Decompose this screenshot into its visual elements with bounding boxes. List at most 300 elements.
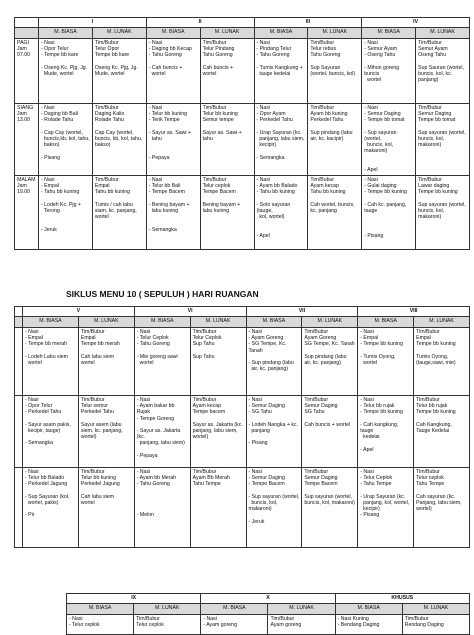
menu-item: Sup pindang (labu — [304, 353, 347, 360]
menu-item: Cah buncis + — [202, 64, 234, 71]
menu-item: panjang — [248, 428, 270, 435]
menu-item: Tim/Bubur — [94, 40, 119, 46]
menu-item: - Nasi — [148, 177, 163, 183]
menu-item: - Tempe bb tomat — [364, 117, 405, 124]
day-header: III — [254, 18, 362, 28]
menu-cell — [362, 104, 416, 176]
menu-item: Perkedel Tahu — [310, 117, 344, 124]
menu-cell — [146, 104, 200, 176]
menu-item: wortel — [148, 71, 166, 78]
menu-item: wortel) — [80, 434, 97, 441]
diet-header: M. LUNAK — [92, 28, 146, 39]
menu-item — [193, 440, 244, 446]
menu-item: - Urap Sayuran (kc. — [256, 129, 302, 136]
menu-item: - Tahu Goreng — [136, 481, 170, 488]
menu-item: - Telur bb kuning — [148, 111, 188, 118]
menu-item: Tahu bb kuning — [94, 189, 131, 196]
menu-item: kecipir) — [360, 506, 380, 513]
menu-item: - Oseng Kc. Pjg, Jg. — [41, 64, 88, 71]
menu-item — [304, 512, 355, 518]
menu-item: wortel — [202, 71, 217, 78]
menu-cell — [200, 176, 254, 250]
meal-time-text: SIANG — [17, 105, 34, 111]
menu-item: - Perkedel Tahu — [25, 409, 62, 416]
menu-item: air, kc. kacipir) — [310, 136, 344, 143]
corner-cell — [15, 307, 23, 317]
menu-item: Cah labu siem — [80, 353, 115, 360]
menu-cell — [146, 176, 200, 250]
menu-item: - Nasi — [136, 397, 151, 403]
menu-item: buncis, kol, makaroni) — [418, 136, 446, 149]
menu-item: Telur Ceplok — [192, 335, 222, 342]
menu-item: - Empal — [41, 183, 59, 190]
menu-item: - Tumis Oyong, — [360, 353, 396, 360]
menu-item: - Lodeh Kc. Pjg + — [41, 201, 81, 208]
menu-item: Sup Sauran (wortel, — [418, 64, 464, 71]
menu-item: Telur ceplok — [202, 183, 231, 190]
menu-item: Semur Ayam — [418, 46, 448, 53]
menu-item: - Nasi — [148, 105, 163, 111]
menu-item: wortel) — [192, 434, 209, 441]
menu-item: SG Tempe, Kc. Tanah — [304, 341, 355, 348]
menu-item: - Sayur as. Sawi + — [148, 129, 191, 136]
menu-item: - Tempe bb kuning — [360, 341, 403, 348]
menu-item: - Tempe Bacem — [148, 189, 185, 196]
menu-item: Telur bb kuning — [202, 111, 238, 118]
menu-item: - Tempe bb kuning — [360, 409, 403, 416]
diet-header: M. BIASA — [358, 317, 414, 328]
menu-item: - Tempe Bacem — [248, 481, 285, 488]
day-header: VI — [134, 307, 246, 317]
menu-cell — [39, 104, 93, 176]
menu-cell — [78, 328, 134, 396]
menu-item: - Nasi — [256, 177, 271, 183]
menu-item — [95, 155, 144, 161]
day-header: VII — [246, 307, 358, 317]
menu-item: - Nasi Kuning — [337, 616, 369, 622]
meal-time-text: MALAM — [17, 177, 36, 183]
menu-item: - Ayam bb Merah — [136, 475, 177, 482]
menu-item: - Pepaya — [148, 154, 170, 161]
menu-item: - Pindang Telur — [256, 46, 292, 53]
menu-item: Tempe bb merah — [80, 341, 120, 348]
meal-time-label — [15, 396, 23, 468]
corner-cell — [15, 18, 39, 28]
diet-header: M. LUNAK — [134, 604, 201, 615]
menu-item: - Empal — [25, 335, 43, 342]
menu-cell — [78, 396, 134, 468]
menu-item: - Semur Ayam — [364, 46, 398, 53]
menu-cell — [414, 468, 470, 548]
menu-item: - Pisang — [360, 512, 380, 519]
meal-time-label — [15, 39, 39, 104]
menu-item: - Pisang — [41, 154, 61, 161]
menu-item: - Sup pindang (labu — [248, 360, 294, 367]
menu-item: Tempe bb kuning — [418, 189, 458, 196]
menu-item: Tim/Bubur — [304, 329, 329, 335]
menu-item: wortel — [94, 214, 109, 221]
menu-item: - Jeruk — [41, 226, 57, 233]
menu-item: buncis, kol, makaroni) — [364, 142, 395, 155]
meal-time-text: Jam 19.00 — [17, 183, 30, 196]
menu-item: Tim/Bubur — [80, 469, 105, 475]
menu-item — [203, 227, 252, 233]
menu-item — [81, 440, 132, 446]
menu-item: Sup sayuran (wortel, — [418, 201, 466, 208]
meal-row — [15, 328, 470, 396]
menu-item: labu kuning — [148, 208, 179, 215]
menu-item: Tim/Bubur — [202, 40, 227, 46]
menu-item: - Nasi — [364, 40, 378, 46]
menu-cell — [92, 39, 146, 104]
diet-header: M. BIASA — [254, 28, 308, 39]
menu-item: Tim/Bubur — [270, 616, 295, 622]
menu-cell — [23, 328, 79, 396]
menu-item: Tim/Bubur — [416, 397, 440, 403]
menu-item — [193, 360, 244, 366]
menu-cell — [23, 468, 79, 548]
menu-item: - Semangka — [25, 440, 53, 447]
menu-item: - Perkedel Tahu — [256, 117, 293, 124]
meal-time-label — [15, 104, 39, 176]
menu-item: - Terik Tempe — [148, 117, 180, 124]
menu-item: - Tempe bb kuning — [364, 189, 407, 196]
menu-item: Tim/Bubur — [202, 177, 227, 183]
menu-item: Tempe bb tomat — [418, 117, 456, 124]
menu-item: Telur bb kuning — [80, 475, 117, 482]
menu-item: buncis, kol, kc. panjang) — [418, 71, 454, 84]
menu-item — [310, 155, 359, 161]
menu-item: - Perkedel Jagung — [25, 481, 68, 488]
menu-item: - Nasi — [256, 40, 271, 46]
meal-row — [15, 396, 470, 468]
menu-item: - Cap Cay (wortel, — [41, 129, 83, 136]
menu-item: Ayam kecap — [310, 183, 339, 190]
menu-item — [416, 440, 467, 446]
menu-item: - Cah kc. panjang, tauge — [364, 201, 408, 215]
menu-item — [193, 512, 244, 518]
menu-item: panjang, labu siem) — [136, 440, 185, 447]
menu-item: Telur Opor — [94, 46, 120, 53]
menu-item: Telur semur — [80, 403, 108, 410]
menu-item: - Nasi — [360, 469, 374, 475]
menu-item: Cah wortel, buncis, — [310, 201, 355, 208]
menu-item: kecipir, tauge) — [25, 428, 61, 435]
menu-cell — [134, 468, 190, 548]
diet-header-row — [67, 604, 470, 615]
menu-item: - Oseng Tahu — [364, 52, 396, 59]
menu-item: Sup Sayuran — [310, 64, 341, 71]
menu-item: - Nasi — [360, 397, 374, 403]
corner-cell — [15, 28, 39, 39]
menu-item: Tim/Bubur — [202, 105, 227, 111]
diet-header: M. BIASA — [134, 317, 190, 328]
menu-item: bakso) — [41, 142, 60, 149]
menu-item: - Nasi — [136, 329, 151, 335]
menu-item: kedelai — [360, 434, 380, 441]
menu-item: Tim/Bubur — [310, 177, 335, 183]
menu-item: Tahu Goreng — [310, 52, 341, 59]
menu-item: Sayur as. Sawi + — [202, 129, 242, 136]
menu-item: - Tahu Goreng — [256, 52, 290, 59]
menu-item: Tempe bacem — [192, 409, 226, 416]
menu-item: wortel — [80, 500, 95, 507]
menu-item: Terong — [41, 208, 60, 215]
day-header: X — [201, 594, 335, 604]
diet-header: M. LUNAK — [308, 28, 362, 39]
menu-item: - Mie goreng sawi — [136, 353, 178, 360]
menu-item: kol, wortel) — [256, 214, 285, 221]
menu-item: Sup sayuran (wortel, — [418, 129, 466, 136]
menu-cell — [302, 328, 358, 396]
menu-cell — [362, 39, 416, 104]
menu-cell — [302, 396, 358, 468]
diet-header: M. BIASA — [67, 604, 134, 615]
menu-cell — [92, 176, 146, 250]
menu-item: - Telur bb Bali — [148, 183, 181, 190]
menu-item: Sup pindang (labu — [310, 129, 353, 136]
menu-cell — [23, 396, 79, 468]
menu-item: Empal — [416, 335, 431, 342]
menu-item: - Pisang — [364, 232, 384, 239]
menu-cell — [308, 39, 362, 104]
menu-item: Tahu Tempe — [416, 481, 445, 488]
diet-header: M. LUNAK — [416, 28, 470, 39]
menu-item: Tauge Kedelai — [416, 428, 450, 435]
diet-header: M. BIASA — [39, 28, 93, 39]
menu-item: - Cah kangkung, tauge — [360, 421, 400, 435]
menu-item — [81, 512, 132, 518]
menu-item: - Telur bb Balado — [25, 475, 65, 482]
menu-item: - Semangka — [148, 226, 177, 233]
menu-item: - Nasi — [69, 616, 83, 622]
menu-item: Tim/Bubur — [310, 105, 335, 111]
menu-item: bakso) — [94, 142, 111, 149]
menu-item: - Telur ceplok — [69, 622, 100, 629]
menu-item: - Lodeh Nangka + kc. — [248, 421, 298, 428]
diet-header: M. LUNAK — [268, 604, 335, 615]
menu-item: - Urap Sayuran (kc. — [360, 493, 406, 500]
menu-cell — [134, 396, 190, 468]
menu-item: - Melon — [136, 512, 155, 519]
menu-item: Semur Daging — [418, 111, 452, 118]
menu-item: Cah sayuran (kc. — [416, 493, 456, 500]
diet-header-row — [15, 317, 470, 328]
menu-cell — [416, 104, 470, 176]
day-header: I — [39, 18, 147, 28]
menu-item: Rendang Daging — [404, 622, 444, 629]
menu-item: - Gulai daging — [364, 183, 397, 190]
meal-row — [15, 39, 470, 104]
menu-item: Semur tempe — [202, 117, 234, 124]
menu-item — [304, 440, 355, 446]
menu-item: Tim/Bubur — [80, 397, 105, 403]
meal-time-label — [15, 328, 23, 396]
menu-item: Tim/Bubur — [192, 397, 217, 403]
menu-item: - Ayam goreng — [203, 622, 237, 629]
menu-item: - Pir — [25, 512, 35, 519]
menu-item: Tim/Bubur — [418, 177, 442, 183]
day-header-row — [15, 307, 470, 317]
menu-item: - Nasi — [364, 177, 378, 183]
menu-cell — [200, 104, 254, 176]
meal-row — [15, 104, 470, 176]
menu-item: - Sup sayuran (wortel, — [248, 493, 300, 500]
menu-item: - Sayur asam pakis, — [25, 421, 71, 428]
menu-item: (tauge,sawi, mie) — [416, 360, 456, 367]
menu-cell — [190, 396, 246, 468]
menu-item: Tahu bb kuning — [310, 189, 346, 196]
menu-item: kc. panjang — [310, 208, 337, 215]
menu-item: buncis, kb, kol, tahu, — [94, 136, 143, 143]
menu-cell — [416, 39, 470, 104]
menu-item: Tempe bb kuning — [416, 409, 456, 416]
menu-item: - Rolade Tahu — [41, 117, 74, 124]
menu-cell — [254, 176, 308, 250]
menu-item: - Nasi — [41, 105, 55, 111]
diet-header: M. LUNAK — [402, 604, 469, 615]
menu-item: - Tahu bb kuning — [256, 189, 295, 196]
menu-item: Semur Daging — [304, 475, 338, 482]
menu-item: Tim/Bubur — [304, 397, 329, 403]
menu-item: (wortel, buncis, kol) — [310, 71, 356, 78]
menu-cell — [414, 328, 470, 396]
menu-item: Tim/Bubur — [310, 40, 335, 46]
menu-item: - Pepaya — [136, 452, 158, 459]
menu-item: Ayam kecap — [192, 403, 222, 410]
menu-item: Tim/Bubur — [304, 469, 329, 475]
meal-row — [15, 176, 470, 250]
menu-item: panjang, kol, wortel, — [360, 500, 410, 507]
diet-header-row — [15, 28, 470, 39]
menu-item: Empal — [94, 183, 110, 190]
menu-item: Perkedel Tahu — [80, 409, 114, 416]
day-header: V — [23, 307, 135, 317]
diet-header: M. LUNAK — [78, 317, 134, 328]
menu-item — [418, 233, 467, 239]
meal-time-label — [15, 468, 23, 548]
menu-item: - Nasi — [25, 469, 39, 475]
menu-cell — [254, 39, 308, 104]
menu-item: Tim/Bubur — [416, 469, 440, 475]
menu-item: - Nasi — [203, 616, 217, 622]
menu-item: - Ayam bakar bb Rujak — [136, 403, 176, 416]
menu-item: wortel — [136, 360, 154, 367]
menu-item: - Cah buncis + — [148, 64, 183, 71]
menu-item: Perkedel Jagung — [80, 481, 120, 488]
menu-item: tauge kedelai — [256, 71, 291, 78]
menu-item: buncis, kol, makaroni) — [418, 208, 446, 221]
menu-item: - Nasi — [248, 397, 263, 403]
diet-header: M. BIASA — [23, 317, 79, 328]
menu-item: Tim/Bubur — [94, 177, 119, 183]
menu-item: - Ayam Goreng — [248, 335, 284, 342]
menu-item: Tempe Bacem — [202, 189, 236, 196]
menu-item: Tumis / cah labu — [94, 201, 133, 208]
menu-item: - Nasi — [41, 177, 55, 183]
menu-item: Tim/Bubur — [416, 329, 440, 335]
menu-item: wortel — [364, 77, 381, 84]
menu-item: air, kc. panjang) — [248, 366, 289, 373]
menu-item: Telur Pindang — [202, 46, 235, 53]
menu-item: - Apel — [256, 232, 270, 239]
menu-item: - Bendang Daging — [337, 622, 380, 629]
menu-table-days-5-8 — [14, 306, 470, 548]
diet-header: M. BIASA — [362, 28, 416, 39]
menu-item: - Nasi — [136, 469, 151, 475]
menu-item: - Ayam bb Balado — [256, 183, 298, 190]
menu-cell — [200, 39, 254, 104]
menu-item: buncis, kol, makaroni) — [248, 500, 279, 513]
menu-table-days-1-4 — [14, 17, 470, 250]
menu-cell — [39, 176, 93, 250]
diet-header: M. BIASA — [146, 28, 200, 39]
menu-item: Ayam Bb Merah — [192, 475, 230, 482]
menu-item: kecipir) — [256, 142, 277, 149]
menu-item: Cah buncis + wortel — [304, 421, 351, 428]
menu-item: Oseng Kc. Pjg, Jg. — [94, 64, 138, 71]
menu-item: Sup sayuran (wortel, — [304, 493, 352, 500]
menu-item: - Daging bb Kecap — [148, 46, 192, 53]
menu-cell — [78, 468, 134, 548]
menu-item: - Nasi — [256, 105, 271, 111]
menu-cell — [92, 104, 146, 176]
menu-item: - Nasi — [41, 40, 55, 46]
menu-cell — [246, 468, 302, 548]
meal-time-label — [15, 176, 39, 250]
menu-item: wortel — [360, 360, 377, 367]
menu-item: - Opor Ayam — [256, 111, 286, 118]
menu-item: Panjang, labu siem, — [416, 500, 462, 507]
menu-item: Sayur as. Jakarta (kc. — [192, 421, 243, 428]
diet-header: M. BIASA — [335, 604, 402, 615]
menu-cell — [246, 396, 302, 468]
menu-cell — [190, 328, 246, 396]
menu-item: - Opor Telur — [41, 46, 69, 53]
menu-item: - Sup Sayuran (kol, — [25, 493, 70, 500]
menu-item: - Tahu Goreng — [148, 52, 182, 59]
menu-item: Empal — [80, 335, 96, 342]
menu-item: - Telur Ceplok — [360, 475, 393, 482]
menu-cell — [308, 176, 362, 250]
menu-item: - SG Tempe, Kc. Tanah — [248, 341, 288, 354]
menu-item: - Nasi — [360, 329, 374, 335]
menu-item: - Apel — [360, 446, 374, 453]
menu-item: - Daging bb Bali — [41, 111, 78, 118]
menu-item: - Semur Daging — [248, 475, 285, 482]
menu-item: Semur Daging — [304, 403, 338, 410]
menu-item: Tempe bb kuning — [416, 341, 456, 348]
diet-header: M. LUNAK — [190, 317, 246, 328]
menu-item: - Semur Daging — [248, 403, 285, 410]
menu-item — [418, 161, 467, 167]
menu-item: - Empal — [360, 335, 379, 342]
diet-header: M. LUNAK — [302, 317, 358, 328]
menu-item: Ayam goreng — [270, 622, 302, 629]
menu-cell — [246, 328, 302, 396]
menu-cell — [358, 396, 414, 468]
menu-item: Mude, wortel — [41, 71, 74, 78]
menu-cell — [134, 328, 190, 396]
day-header: KHUSUS — [335, 594, 469, 604]
day-header-row — [67, 594, 470, 604]
menu-item: Telur ceplok — [416, 475, 444, 482]
menu-item: Oseng Tahu — [418, 52, 447, 59]
menu-item: Lawar daging — [418, 183, 450, 190]
menu-cell — [358, 328, 414, 396]
corner-cell — [15, 317, 23, 328]
menu-item: labu kuning — [202, 208, 230, 215]
